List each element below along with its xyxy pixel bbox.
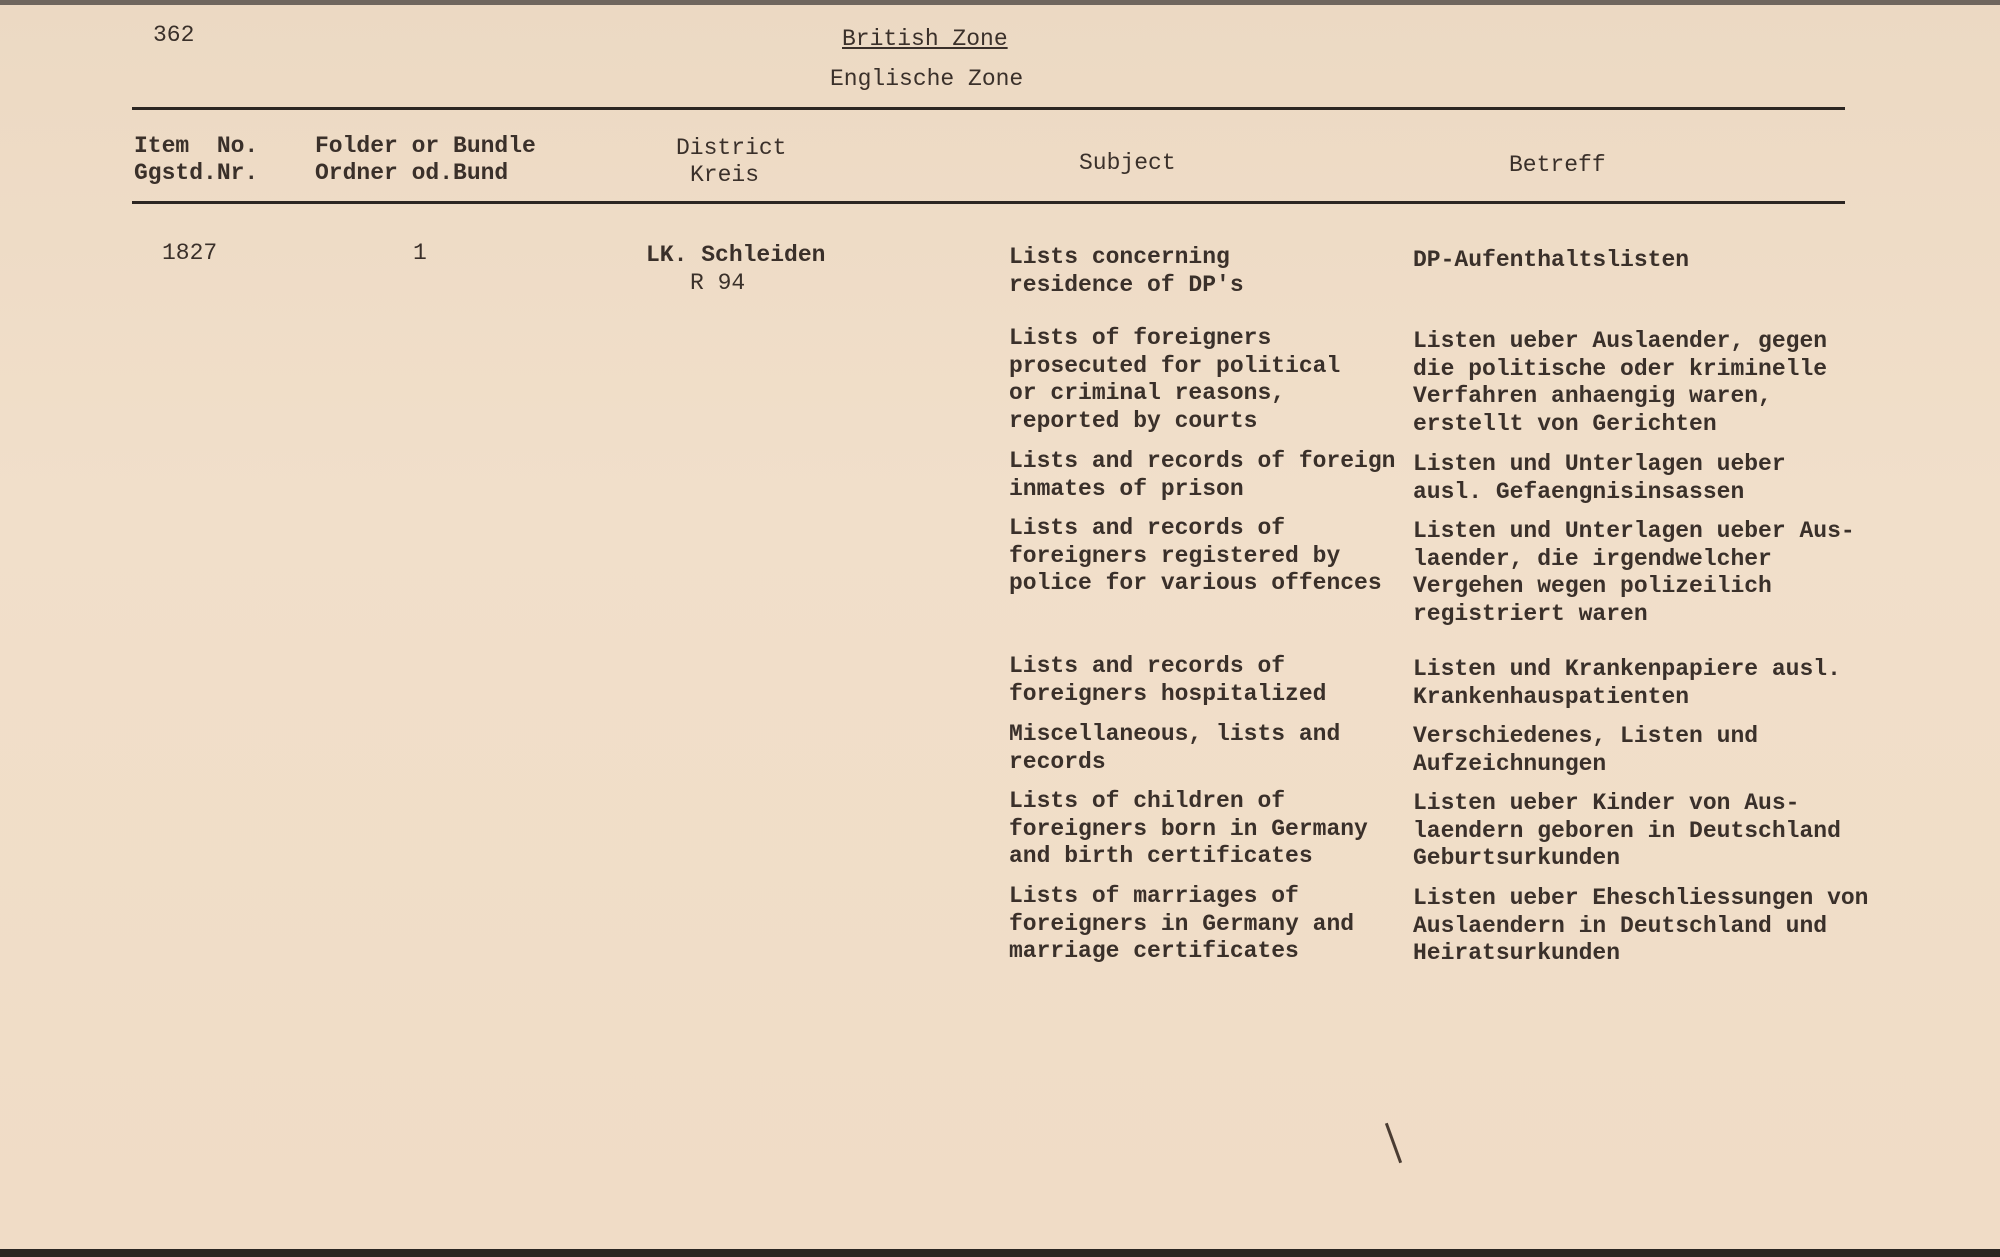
betreff-line: Verschiedenes, Listen und	[1413, 723, 1759, 749]
col-header-district-en: District	[676, 135, 787, 161]
betreff-line: erstellt von Gerichten	[1413, 410, 1717, 437]
betreff-line: Listen ueber Eheschliessungen von	[1413, 885, 1869, 911]
col-header-betreff: Betreff	[1509, 152, 1606, 178]
header-rule-bottom	[132, 201, 1845, 204]
subject-line: foreigners hospitalized	[1009, 680, 1327, 707]
district-name: LK. Schleiden	[646, 242, 826, 268]
betreff-line: registriert waren	[1413, 600, 1648, 627]
page-top-edge	[0, 0, 2000, 5]
betreff-line: Auslaendern in Deutschland und	[1413, 912, 1828, 939]
subject-line: police for various offences	[1009, 570, 1382, 596]
page-bottom-edge	[0, 1249, 2000, 1257]
betreff-line: laender, die irgendwelcher	[1413, 545, 1772, 572]
zone-subtitle: Englische Zone	[830, 66, 1024, 92]
betreff-line: laendern geboren in Deutschland	[1413, 817, 1841, 844]
betreff-line: Krankenhauspatienten	[1413, 683, 1690, 710]
header-rule-top	[132, 107, 1845, 110]
subject-line: Lists and records of	[1009, 653, 1286, 679]
subject-line: Lists concerning	[1009, 244, 1230, 270]
col-header-item-en: Item No.	[134, 133, 259, 159]
betreff-line: Listen ueber Auslaender, gegen	[1413, 328, 1828, 354]
col-header-item-de: Ggstd.Nr.	[134, 160, 259, 186]
subject-line: Lists and records of foreign	[1009, 448, 1396, 474]
col-header-folder-en: Folder or Bundle	[315, 133, 536, 159]
betreff-line: Listen ueber Kinder von Aus-	[1413, 790, 1800, 816]
betreff-line: Listen und Krankenpapiere ausl.	[1413, 656, 1841, 682]
subject-line: Lists of foreigners	[1009, 325, 1272, 351]
pencil-mark	[1385, 1123, 1402, 1163]
subject-line: records	[1009, 748, 1106, 775]
zone-title: British Zone	[842, 26, 1008, 52]
subject-line: inmates of prison	[1009, 475, 1244, 502]
betreff-line: Listen und Unterlagen ueber	[1413, 451, 1786, 477]
betreff-line: Listen und Unterlagen ueber Aus-	[1413, 518, 1855, 544]
betreff-line: ausl. Gefaengnisinsassen	[1413, 478, 1745, 505]
subject-line: marriage certificates	[1009, 938, 1299, 964]
subject-line: residence of DP's	[1009, 271, 1244, 298]
betreff-line: Geburtsurkunden	[1413, 845, 1621, 871]
subject-line: foreigners registered by	[1009, 542, 1341, 569]
betreff-line: die politische oder kriminelle	[1413, 355, 1828, 382]
betreff-line: Verfahren anhaengig waren,	[1413, 383, 1772, 409]
subject-line: and birth certificates	[1009, 843, 1313, 869]
subject-line: Lists of children of	[1009, 788, 1286, 814]
page-number: 362	[153, 22, 195, 48]
item-number: 1827	[162, 240, 218, 266]
col-header-subject: Subject	[1079, 150, 1176, 176]
col-header-folder-de: Ordner od.Bund	[315, 160, 509, 186]
subject-line: or criminal reasons,	[1009, 380, 1286, 406]
betreff-line: DP-Aufenthaltslisten	[1413, 247, 1690, 273]
subject-line: reported by courts	[1009, 407, 1258, 434]
col-header-district-de: Kreis	[690, 162, 760, 188]
betreff-line: Aufzeichnungen	[1413, 750, 1607, 777]
subject-line: Lists and records of	[1009, 515, 1286, 541]
subject-line: Lists of marriages of	[1009, 883, 1299, 909]
subject-line: prosecuted for political	[1009, 352, 1341, 379]
subject-line: Miscellaneous, lists and	[1009, 721, 1341, 747]
subject-line: foreigners born in Germany	[1009, 815, 1368, 842]
folder-number: 1	[413, 240, 427, 266]
betreff-line: Heiratsurkunden	[1413, 940, 1621, 966]
district-code: R 94	[690, 270, 746, 296]
betreff-line: Vergehen wegen polizeilich	[1413, 573, 1772, 599]
subject-line: foreigners in Germany and	[1009, 910, 1355, 937]
